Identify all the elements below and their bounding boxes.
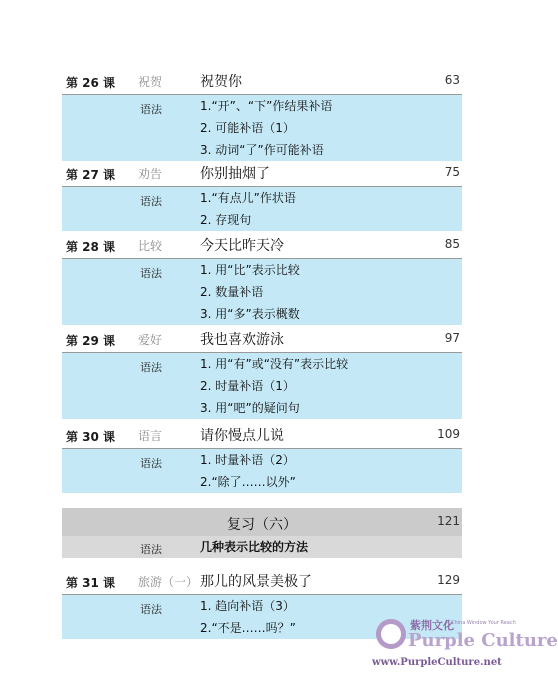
lesson-header xyxy=(62,328,462,353)
grammar-label: 语法 xyxy=(140,603,162,616)
grammar-item: 1. 趋向补语（3） xyxy=(200,599,295,613)
logo-emblem-inner xyxy=(381,624,401,644)
lesson-29 xyxy=(62,328,462,419)
grammar-item: 2.“除了……以外” xyxy=(200,475,296,489)
lesson-header xyxy=(62,424,462,449)
purple-culture-watermark xyxy=(372,613,558,693)
grammar-label: 语法 xyxy=(140,267,162,280)
page-number: 85 xyxy=(444,237,460,251)
grammar-label: 语法 xyxy=(140,457,162,470)
page-number: 121 xyxy=(437,514,460,528)
grammar-section xyxy=(62,187,462,231)
lesson-30 xyxy=(62,424,462,493)
lesson-topic: 祝贺 xyxy=(138,75,163,89)
page-number: 63 xyxy=(444,73,460,87)
grammar-list xyxy=(200,259,300,325)
lesson-number: 第 29 课 xyxy=(66,334,116,348)
lesson-header xyxy=(62,570,462,595)
logo-chinese-name: 紫荆文化 xyxy=(410,619,454,632)
grammar-section xyxy=(62,353,462,419)
grammar-section xyxy=(62,259,462,325)
grammar-label: 语法 xyxy=(140,543,162,556)
lesson-number: 第 30 课 xyxy=(66,430,116,444)
grammar-section xyxy=(62,449,462,493)
lesson-number: 第 26 课 xyxy=(66,76,116,90)
lesson-topic: 比较 xyxy=(138,239,163,253)
grammar-item: 3. 用“多”表示概数 xyxy=(200,307,300,321)
lesson-28 xyxy=(62,234,462,325)
grammar-list xyxy=(200,353,348,419)
lesson-topic: 爱好 xyxy=(138,333,163,347)
lesson-topic: 旅游（一） xyxy=(138,575,199,589)
lesson-title: 那儿的风景美极了 xyxy=(200,574,312,590)
review-header xyxy=(62,508,462,536)
lesson-number: 第 28 课 xyxy=(66,240,116,254)
grammar-item: 1.“开”、“下”作结果补语 xyxy=(200,99,333,113)
review-grammar xyxy=(62,536,462,558)
review-title: 复习（六） xyxy=(227,517,297,533)
lesson-27 xyxy=(62,162,462,231)
lesson-topic: 劝告 xyxy=(138,167,163,181)
logo-url: www.PurpleCulture.net xyxy=(372,657,502,668)
page-number: 129 xyxy=(437,573,460,587)
grammar-label: 语法 xyxy=(140,195,162,208)
lesson-26 xyxy=(62,70,462,161)
grammar-list xyxy=(200,95,332,161)
grammar-item: 3. 用“吧”的疑问句 xyxy=(200,401,300,415)
lesson-number: 第 27 课 xyxy=(66,168,116,182)
lesson-title: 请你慢点儿说 xyxy=(200,428,284,444)
lesson-title: 今天比昨天冷 xyxy=(200,238,284,254)
page-number: 75 xyxy=(444,165,460,179)
grammar-item: 1. 时量补语（2） xyxy=(200,453,295,467)
page-number: 97 xyxy=(444,331,460,345)
logo-english-name: Purple Culture xyxy=(408,630,558,651)
page-number: 109 xyxy=(437,427,460,441)
lesson-title: 你别抽烟了 xyxy=(200,166,270,182)
logo-tagline: A China Window Your Reach xyxy=(446,620,516,626)
grammar-list xyxy=(200,595,296,639)
grammar-item: 2.“不是……吗？” xyxy=(200,621,296,635)
grammar-item: 1. 用“比”表示比较 xyxy=(200,263,300,277)
grammar-label: 语法 xyxy=(140,361,162,374)
grammar-item: 1.“有点儿”作状语 xyxy=(200,191,296,205)
lesson-header xyxy=(62,162,462,187)
grammar-item: 2. 时量补语（1） xyxy=(200,379,295,393)
lesson-title: 祝贺你 xyxy=(200,74,242,90)
lesson-number: 第 31 课 xyxy=(66,576,116,590)
grammar-item: 2. 存现句 xyxy=(200,213,252,227)
lesson-topic: 语言 xyxy=(138,429,163,443)
grammar-list xyxy=(200,187,296,231)
grammar-section xyxy=(62,95,462,161)
grammar-label: 语法 xyxy=(140,103,162,116)
grammar-item: 3. 动词“了”作可能补语 xyxy=(200,143,324,157)
review-grammar-text: 几种表示比较的方法 xyxy=(200,540,309,554)
grammar-item: 1. 用“有”或“没有”表示比较 xyxy=(200,357,349,371)
lesson-header xyxy=(62,234,462,259)
lesson-title: 我也喜欢游泳 xyxy=(200,332,284,348)
grammar-item: 2. 数量补语 xyxy=(200,285,264,299)
review-section xyxy=(62,508,462,558)
grammar-list xyxy=(200,449,296,493)
grammar-item: 2. 可能补语（1） xyxy=(200,121,295,135)
lesson-header xyxy=(62,70,462,95)
